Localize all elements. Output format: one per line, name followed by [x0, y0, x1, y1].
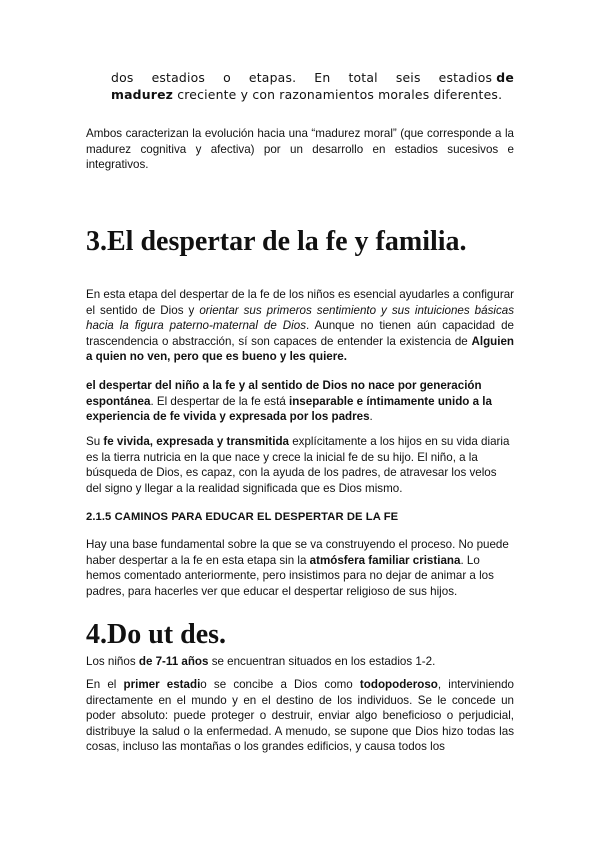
continuation-line-1 — [111, 69, 514, 86]
subsection-heading: 2.1.5 CAMINOS PARA EDUCAR EL DESPERTAR DE LA FE — [86, 511, 399, 523]
word: o — [223, 70, 231, 85]
word-with-bold: estadios de — [438, 70, 514, 85]
section-3-heading: 3.El despertar de la fe y familia. — [86, 226, 467, 257]
word: dos — [111, 70, 134, 85]
section-3-paragraph-4: Hay una base fundamental sobre la que se va construyendo el proceso. No puede haber despertar a la fe en esta etapa sin la atmósfera familiar cristiana. Lo hemos comentado anteriormente, pero insistimos para no dejar de animar a los padres, para hacerles ver que educar el despertar religioso de sus hijos. — [86, 538, 509, 598]
word: estadios — [151, 70, 206, 85]
section-4-paragraph-2: En el primer estadio se concibe a Dios como todopoderoso, interviniendo directamente en el mundo y en el destino de los individuos. Se le concede un poder absoluto: puede proteger o destruir, enviar algo beneficioso o perjudicial, distribuye la salud o la enfermedad. A menudo, se supone que Dios hizo todas las cosas, incluso las montañas o los grandes edificios, y causa todos los — [86, 678, 514, 753]
section-3-paragraph-1: En esta etapa del despertar de la fe de los niños es esencial ayudarles a configurar el sentido de Dios y orientar sus primeros sentimiento y sus intuiciones básicas hacia la figura paterno-maternal de Dios. Aunque no tienen aún capacidad de trascendencia o abstracción, sí son capaces de entender la existencia de Alguien a quien no ven, pero que es bueno y les quiere. — [86, 288, 514, 363]
section-4-heading: 4.Do ut des. — [86, 619, 227, 650]
continuation-line-2: madurez creciente y con razonamientos morales diferentes. — [111, 87, 503, 102]
word: total — [348, 70, 378, 85]
word: seis — [395, 70, 421, 85]
section-3-paragraph-3: Su fe vivida, expresada y transmitida explícitamente a los hijos en su vida diaria es la tierra nutricia en la que nace y crece la inicial fe de su hijo. El niño, a la búsqueda de Dios, es capaz, con la ayuda de los padres, de atravesar los velos del signo y llegar a la realidad significada que es Dios mismo. — [86, 435, 510, 495]
paragraph-ambos: Ambos caracterizan la evolución hacia una “madurez moral” (que corresponde a la madurez cognitiva y afectiva) por un desarrollo en estadios sucesivos e integrativos. — [86, 127, 514, 171]
continuation-paragraph — [111, 69, 514, 103]
section-3-paragraph-2: el despertar del niño a la fe y al sentido de Dios no nace por generación espontánea. El despertar de la fe está inseparable e íntimamente unido a la experiencia de fe vivida y expresada por los padres. — [86, 379, 492, 423]
section-4-paragraph-1: Los niños de 7-11 años se encuentran situados en los estadios 1-2. — [86, 655, 436, 668]
word: En — [314, 70, 331, 85]
word: etapas. — [248, 70, 297, 85]
